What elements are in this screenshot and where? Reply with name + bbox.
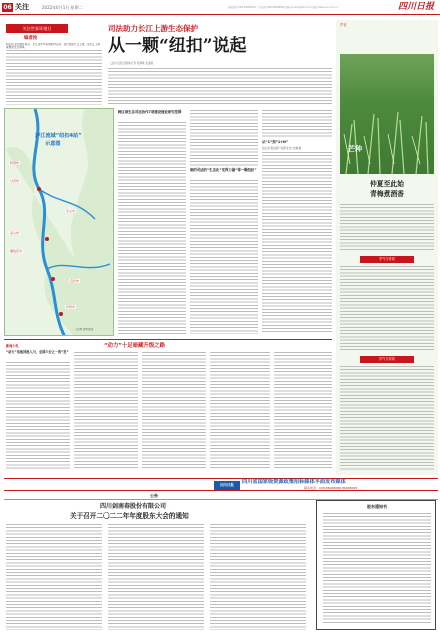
map-title-line1: 泸江流域“纽扣4站” [35,133,82,139]
notice-body-2 [108,524,204,630]
bottom-col-2 [74,352,138,470]
map-label-panzhihua: 攀枝花市 [10,249,23,253]
article-col-3b [190,180,258,334]
ad-band [4,478,438,491]
map-label-ganzi: 甘孜州 [10,179,20,183]
sidebar-title-line2: 青梅煮酒香 [370,190,404,198]
map-label-liangshan: 凉山州 [10,231,20,235]
photo-caption: 芒种 [348,144,362,153]
headline-main: 从一颗“纽扣”说起 [108,36,247,56]
article-col-3a [190,110,258,166]
map-label-leshan: 乐山市 [66,209,76,213]
col4-subhead-sub: 这让泸县法院“发挥生态”去看看 [262,146,302,150]
ad-brand: 四川日报 [214,481,240,490]
sidebar-label: 声音 [340,23,347,27]
col4-subhead: 从“1”到“1+N” [262,140,289,144]
date-line: 2022年6月1日 星期二 [42,5,83,10]
notice-meeting: 关于召开二〇二二年年度股东大会的通知 [70,512,189,520]
sidebar-section-1: 学气与你同 [360,256,414,263]
sidebar-title-line1: 仲夏至此始 [370,180,404,188]
notice-form-box [316,500,436,630]
news-note-label: 新闻小札 [6,344,19,348]
col2-subhead: 跨区域生态司法协作7项建设理论研究范围 [118,110,182,114]
editor-note-text: 6月5日是世界环境日。长江是中华民族的母亲河，四川地处长江上游，是长江上游重要的生态屏障。 [6,43,101,49]
topic-tag: 关注世界环境日 [6,24,68,33]
lead-paragraph [108,68,332,104]
ad-phone: 联系电话：028-86968086 86968095 [304,486,358,490]
sidebar-section-2: 学气与你同 [360,356,414,363]
col3-subhead: 制约司法的“生态化”发挥力量“零一颗纽扣” [190,168,257,172]
notice-form-fields [323,513,431,625]
bottom-col-1 [6,362,70,470]
headline-byline: □四川日报全媒体记者 何道峰 张凌漪 [110,62,154,65]
sidebar-body-1 [340,204,434,252]
seedling-graphic [340,54,434,174]
seedling-photo [340,54,434,174]
bottom-col-4 [210,352,270,470]
article-col-2 [118,122,186,334]
map-label-luzhou: 泸州市 [66,305,76,309]
masthead [0,0,440,15]
section-divider [4,339,332,340]
ad-notice-left [4,480,204,491]
map-legend-note: 示意图 制图/张凌 [75,328,94,331]
map-label-aba: 阿坝州 [10,161,20,165]
article-col-4a [262,110,332,138]
paper-name: 四川日报 [398,2,435,12]
notice-body-3 [210,524,306,630]
sidebar-body-2 [340,266,434,352]
page-number-badge: 06 [3,4,12,11]
sidebar [336,20,438,475]
river-map [4,108,114,336]
sidebar-intro [340,28,434,50]
editor-note-body [6,50,102,105]
sidebar-body-3 [340,366,434,470]
notice-form-title: 股东通知书 [367,504,387,509]
bottom-col-3 [142,352,206,470]
ad-slogan: 四川省国家级资源政策招标媒体平面发布媒体 [242,479,346,485]
editor-note-title: 编者按 [24,36,38,41]
news-note-quote: “动力”电池回流人川，全国六分之一的“发” [6,350,69,354]
map-title-line2: 示意图 [45,141,61,147]
notice-title: 公告 [150,493,158,498]
contact-line: 新闻热线:028-86968592 广告热线:028-86968836 邮箱:scrbsc@163.com 网址:www.scol.com.cn [228,6,339,9]
headline-kicker: 司法助力长江上游生态保护 [108,24,198,33]
map-label-yibin: 宜宾市 [70,279,80,283]
section-name: 关注 [15,3,29,11]
notice-company: 四川剑南春股份有限公司 [100,503,167,510]
bottom-section-title: “动力”十足暗藏升级之路 [104,343,165,349]
article-col-4b [262,152,332,334]
notice-body-1 [6,524,102,630]
bottom-col-5 [274,352,332,470]
